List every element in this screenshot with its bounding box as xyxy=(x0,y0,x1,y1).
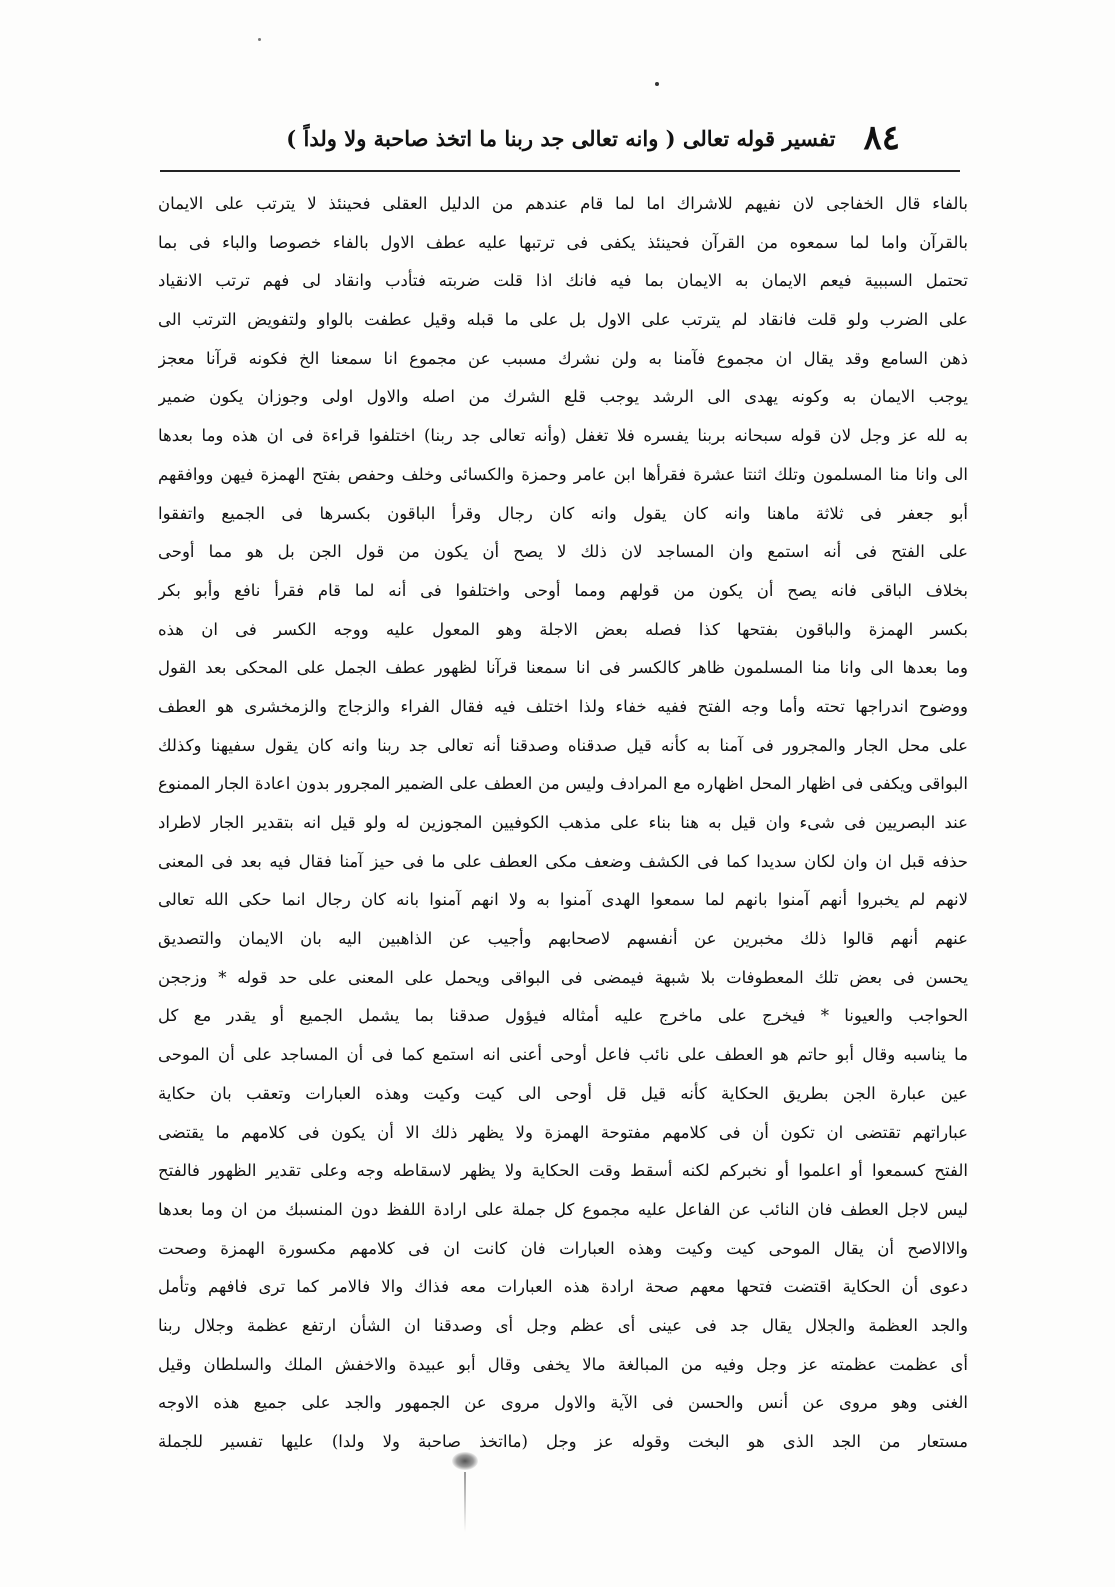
text-line: عين عبارة الجن بطريق الحكاية كأنه قيل قل أوحى الى كيت وكيت وهذه العبارات وتعقب بان حكاية xyxy=(158,1083,968,1103)
text-line: الحواجب والعيونا * فيخرج على ماخرج عليه أمثاله فيؤول صدقنا بما يشمل الجميع أو يقدر مع كل xyxy=(158,1006,968,1026)
print-speck xyxy=(258,38,261,41)
text-line: حذفه قبل ان وان لكان سديدا كما فى الكشف وضعف مكى العطف على ما فى حيز آمنا فقال فيه بعد فى المعنى xyxy=(158,851,968,871)
text-line: ووضوح اندراجها تحته وأما وجه الفتح ففيه خفاء ولذا اختلف فيه فقال الفراء والزجاج والزمخشرى هو العطف xyxy=(158,696,968,716)
text-line: الفتح كسمعوا أو اعلموا أو نخبركم لكنه أسقط وقت الحكاية ولا يظهر لاسقاطه وجه وعلى تقدير الظهور فالفتح xyxy=(158,1161,968,1181)
text-line: الغنى وهو مروى عن أنس والحسن فى الآية والاول مروى عن الجمهور والجد على جميع هذه الاوجه xyxy=(158,1393,968,1413)
text-line: تحتمل السببية فيعم الايمان به الايمان بما فيه فانك اذا قلت ضربته فتأدب وانقاد لى فهم ترتب الانقياد xyxy=(158,271,968,291)
print-speck xyxy=(655,82,659,86)
text-line: البواقى ويكفى فى اظهار المحل اظهاره مع المرادف وليس من العطف على الضمير المجرور بدون اعادة الجار الممنوع xyxy=(158,774,968,794)
text-line: ليس لاجل العطف فان النائب عن الفاعل عليه مجموع كل جملة على ارادة اللفظ دون المنسبك من ان وما بعدها xyxy=(158,1199,968,1219)
text-line: أبو جعفر فى ثلاثة ماهنا وانه كان يقول وانه كان رجال وقرأ الباقون بكسرها فى الجميع واتفقوا xyxy=(158,503,968,523)
text-line: بخلاف الباقى فانه يصح أن يكون من قولهم ومما أوحى واختلفوا فى أنه لما قام فقرأ نافع وأبو بكر xyxy=(158,580,968,600)
text-line: مستعار من الجد الذى هو البخت وقوله عز وجل (مااتخذ صاحبة ولا ولدا) عليها تفسير للجملة xyxy=(158,1432,968,1451)
text-line: عنهم أنهم قالوا ذلك مخبرين عن أنفسهم لاصحابهم وأجيب عن الذاهبين اليه بان الايمان والتصديق xyxy=(158,929,968,949)
page-number: ٨٤ xyxy=(863,118,900,158)
text-line: دعوى أن الحكاية اقتضت فتحها معهم صحة ارادة هذه العبارات معه فذاك والا فالامر كما ترى فافهم وتأمل xyxy=(158,1277,968,1297)
ink-smudge xyxy=(452,1452,478,1470)
body-text xyxy=(158,185,968,1462)
text-line: لانهم لم يخبروا أنهم آمنوا بانهم لما سمعوا الهدى آمنوا به ولا انهم آمنوا بانه كان رجال انما حكى الله تعالى xyxy=(158,890,968,910)
page-header xyxy=(240,118,900,158)
text-line: على الفتح فى أنه استمع وان المساجد لان ذلك لا يصح أن يكون من قول الجن بل هو مما أوحى xyxy=(158,542,968,562)
text-line: بالقرآن واما لما سمعوه من القرآن فحينئذ يكفى فى ترتبها عليه عطف الاول بالفاء خصوصا والباء فى بما xyxy=(158,232,968,252)
text-line: يوجب الايمان به وكونه يهدى الى الرشد يوجب قلع الشرك من اصله والاول اولى وجوزان يكون ضمير xyxy=(158,387,968,407)
text-line: عند البصريين فى شىء وان قيل به هنا بناء على مذهب الكوفيين المجوزين له ولو قيل انه بتقدير الجار لاطراد xyxy=(158,813,968,832)
running-title: تفسير قوله تعالى ( وانه تعالى جد ربنا ما اتخذ صاحبة ولا ولداً ) xyxy=(286,125,836,151)
ink-smudge-trail xyxy=(464,1472,466,1532)
text-line: الى وانا منا المسلمون وتلك اثنتا عشرة فقرأها ابن عامر وحمزة والكسائى وخلف وحفص بفتح الهمزة فيهن ووافقهم xyxy=(158,464,968,484)
text-line: عباراتهم تقتضى ان تكون أن فى كلامهم مفتوحة الهمزة ولا يظهر ذلك الا أن يكون فى كلامهم ما يقتضى xyxy=(158,1122,968,1142)
text-line: وما بعدها الى وانا منا المسلمون ظاهر كالكسر فى انا سمعنا قرآنا لظهور عطف الجمل على المحكى بعد القول xyxy=(158,658,968,678)
text-line: يحسن فى بعض تلك المعطوفات بلا شبهة فيمضى فى البواقى ويحمل على المعنى على حد قوله * وزججن xyxy=(158,967,968,987)
text-line: والاالاصح أن يقال الموحى كيت وكيت وهذه العبارات فان كانت ان فى كلامهم مكسورة الهمزة وصحت xyxy=(158,1238,968,1258)
text-line: بالفاء قال الخفاجى لان نفيهم للاشراك اما لما قام عندهم من الدليل العقلى فحينئذ لا يترتب على الايمان xyxy=(158,194,968,213)
text-line: والجد العظمة والجلال يقال جد فى عينى أى عظم وجل أى وصدقنا ان الشأن ارتفع عظمة وجلال ربنا xyxy=(158,1315,968,1335)
text-line: أى عظمت عظمته عز وجل وفيه من المبالغة مالا يخفى وقال أبو عبيدة والاخفش الملك والسلطان وقيل xyxy=(158,1354,968,1374)
text-line: به لله عز وجل لان قوله سبحانه بربنا يفسره فلا تغفل (وأنه تعالى جد ربنا) اختلفوا قراءة فى ان هذه وما بعدها xyxy=(158,426,968,446)
text-line: ذهن السامع وقد يقال ان مجموع فآمنا به ولن نشرك مسبب عن مجموع انا سمعنا الخ فكونه قرآنا معجز xyxy=(158,348,968,368)
text-line: بكسر الهمزة والباقون بفتحها كذا فصله بعض الاجلة وهو المعول عليه ووجه الكسر فى ان هذه xyxy=(158,619,968,639)
text-line: على الضرب ولو قلت فانقاد لم يترتب على الاول بل على ما قبله وقيل عطفت بالواو ولتفويض الترتب الى xyxy=(158,310,968,330)
text-line: ما يناسبه وقال أبو حاتم هو العطف على نائب فاعل أوحى أعنى انه استمع كما فى أن المساجد على أن الموحى xyxy=(158,1045,968,1065)
header-divider xyxy=(160,170,960,172)
text-line: على محل الجار والمجرور فى آمنا به كأنه قيل صدقناه وصدقنا أنه تعالى جد ربنا وانه كان يقول سفيهنا وكذلك xyxy=(158,735,968,755)
